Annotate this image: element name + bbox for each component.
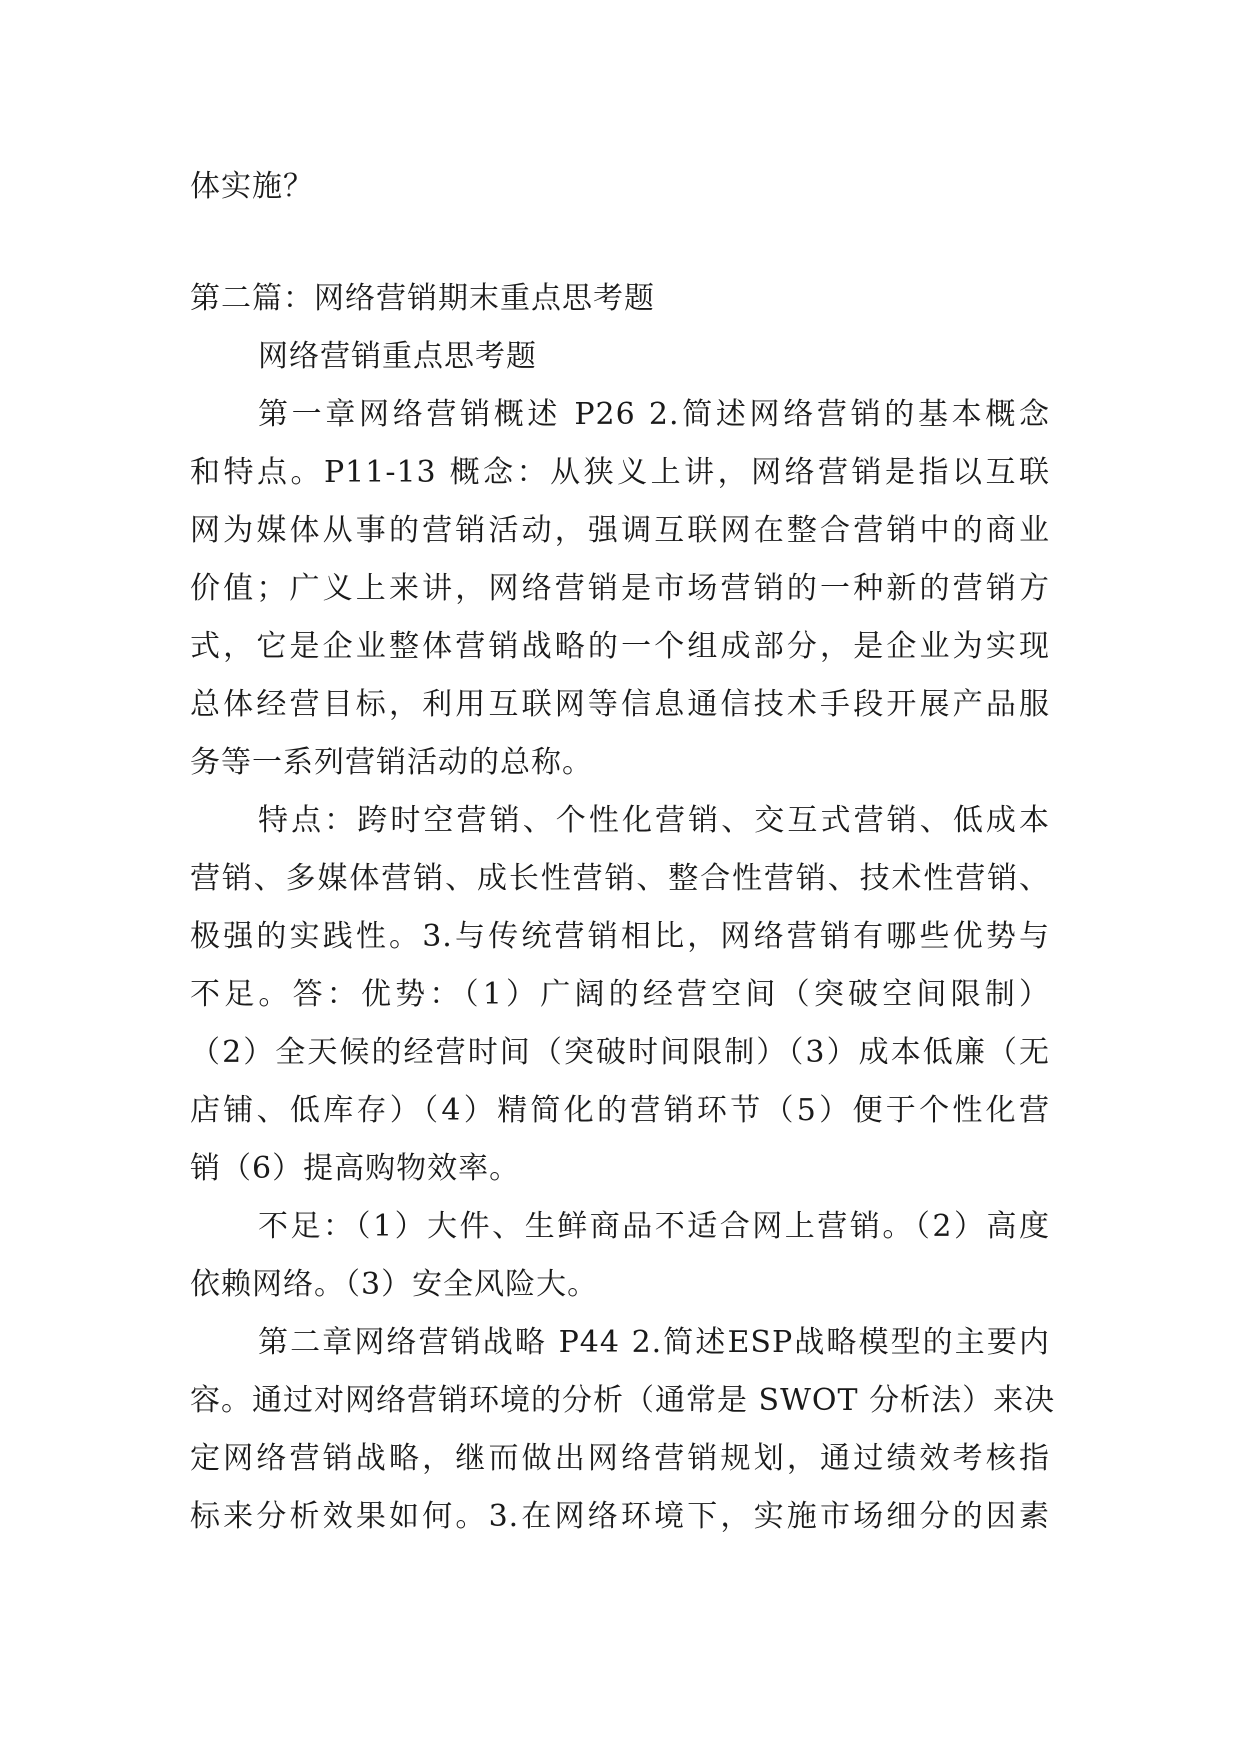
- text-line: 不足。答：优势：（1）广阔的经营空间（突破空间限制）: [190, 977, 1050, 1012]
- text-line: 依赖网络。（3）安全风险大。: [190, 1267, 599, 1302]
- subsection-heading: 网络营销重点思考题: [258, 339, 537, 374]
- text-line: 价值；广义上来讲，网络营销是市场营销的一种新的营销方: [190, 571, 1050, 606]
- text-line: 销（6）提高购物效率。: [190, 1151, 521, 1186]
- text-line: （2）全天候的经营时间（突破时间限制）（3）成本低廉（无: [190, 1035, 1050, 1070]
- text-line: 总体经营目标，利用互联网等信息通信技术手段开展产品服: [190, 687, 1050, 722]
- text-line: 式，它是企业整体营销战略的一个组成部分，是企业为实现: [190, 629, 1050, 664]
- text-line: 务等一系列营销活动的总称。: [190, 745, 593, 780]
- text-line: 标来分析效果如何。3.在网络环境下，实施市场细分的因素: [190, 1499, 1050, 1534]
- text-line: 特点：跨时空营销、个性化营销、交互式营销、低成本: [258, 803, 1050, 838]
- text-line: 网为媒体从事的营销活动，强调互联网在整合营销中的商业: [190, 513, 1050, 548]
- text-line: 不足：（1）大件、生鲜商品不适合网上营销。（2）高度: [258, 1209, 1050, 1244]
- text-line: 第一章网络营销概述 P26 2.简述网络营销的基本概念: [258, 397, 1050, 432]
- document-body: [190, 158, 1056, 1546]
- paragraph-gap: [190, 216, 1050, 270]
- text-line: 体实施？: [190, 169, 314, 204]
- text-line: 定网络营销战略，继而做出网络营销规划，通过绩效考核指: [190, 1441, 1050, 1476]
- text-line: 店铺、低库存）（4）精简化的营销环节（5）便于个性化营: [190, 1093, 1050, 1128]
- section-heading: 第二篇：网络营销期末重点思考题: [190, 281, 655, 316]
- text-line: 极强的实践性。3.与传统营销相比，网络营销有哪些优势与: [190, 919, 1050, 954]
- text-line: 营销、多媒体营销、成长性营销、整合性营销、技术性营销、: [190, 861, 1050, 896]
- text-line: 和特点。P11-13 概念：从狭义上讲，网络营销是指以互联: [190, 455, 1050, 490]
- text-line: 第二章网络营销战略 P44 2.简述ESP战略模型的主要内: [258, 1325, 1050, 1360]
- text-line: 容。通过对网络营销环境的分析（通常是 SWOT 分析法）来决: [190, 1383, 1056, 1418]
